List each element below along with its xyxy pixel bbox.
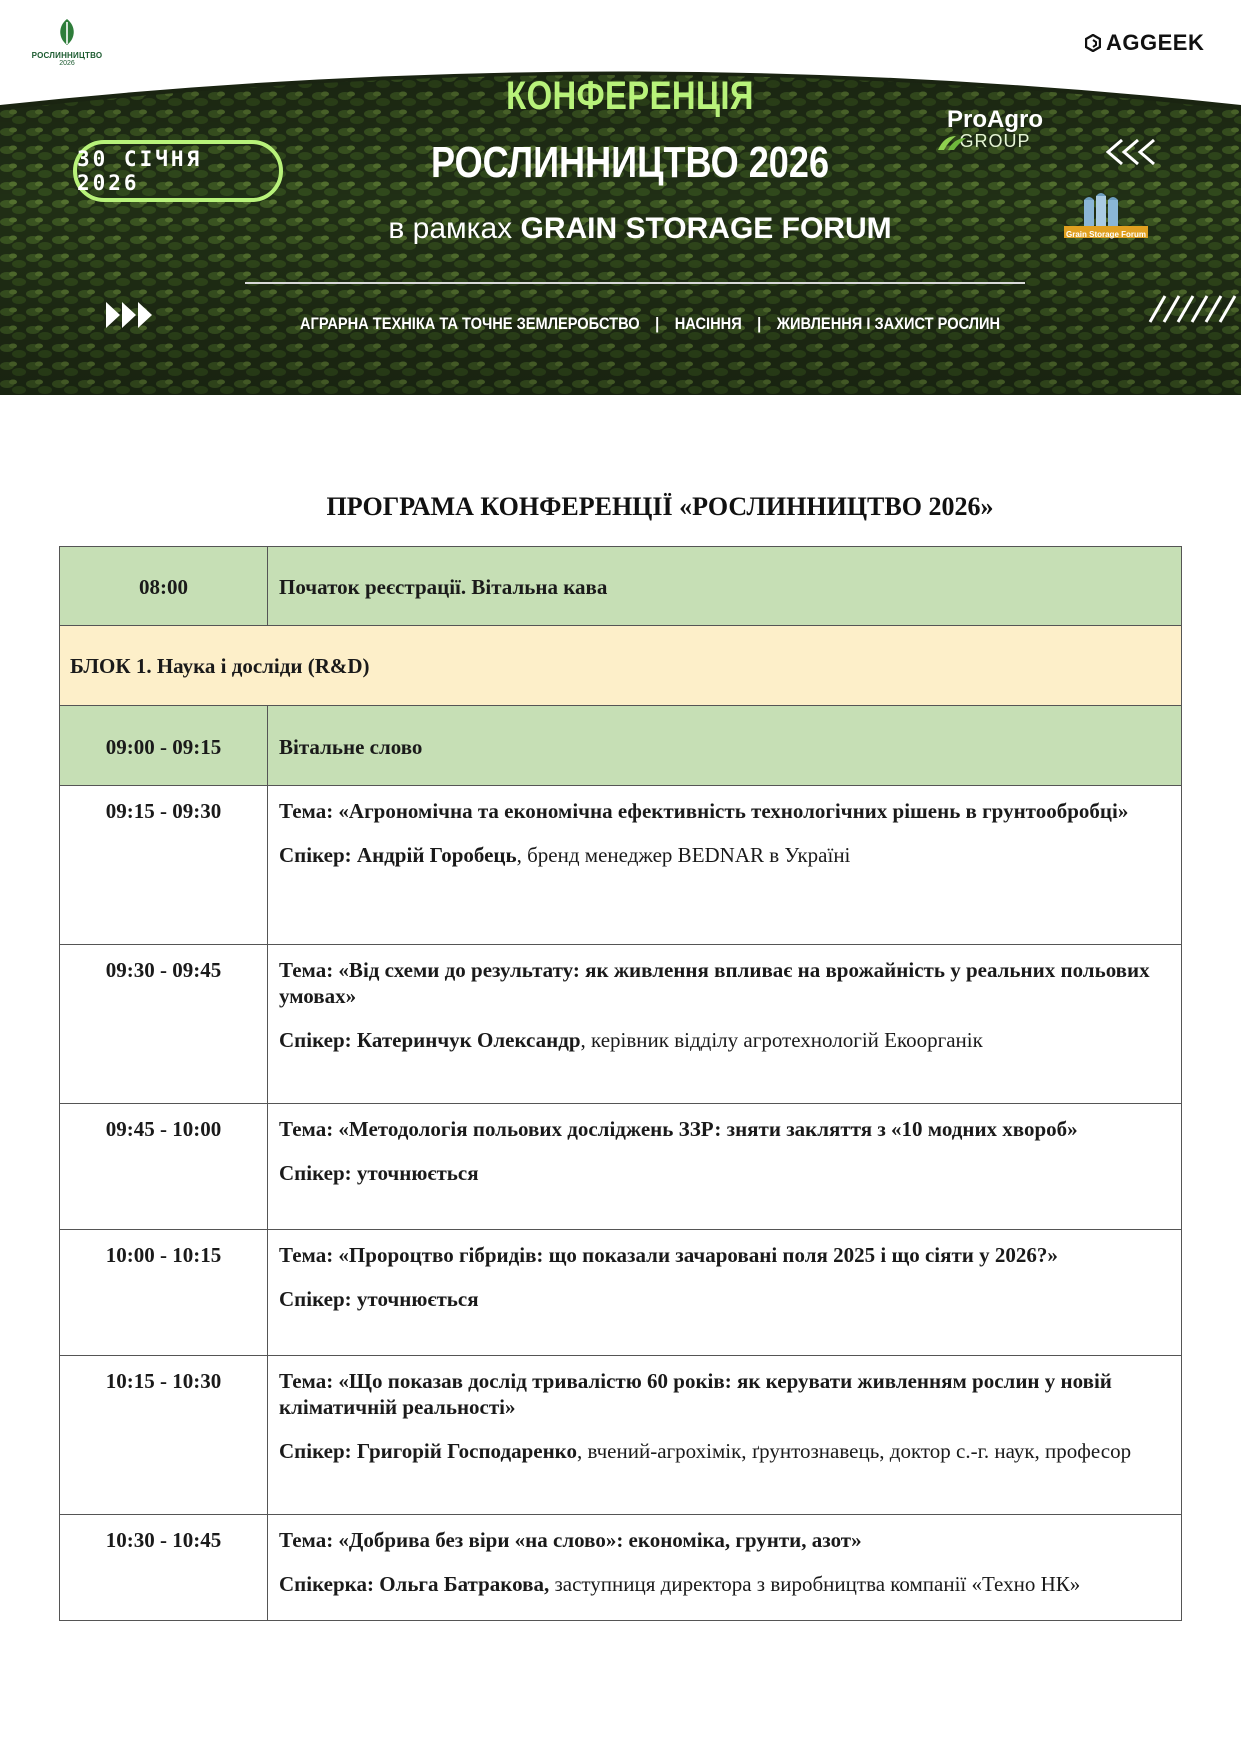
banner-divider (245, 282, 1025, 284)
speaker-role: , бренд менеджер BEDNAR в Україні (516, 843, 851, 867)
aggeek-text: AGGEEK (1106, 30, 1205, 55)
session-details (268, 786, 1182, 945)
proagro-name: ProAgro (947, 106, 1043, 133)
forum-line (340, 212, 940, 246)
session-time: 09:45 - 10:00 (60, 1104, 268, 1230)
topics-list (300, 314, 1001, 334)
session-details (268, 1230, 1182, 1356)
speaker-name: уточнюється (356, 1287, 479, 1311)
logo-year: 2026 (59, 60, 75, 67)
topic-nutrition: ЖИВЛЕННЯ І ЗАХИСТ РОСЛИН (776, 314, 1001, 333)
speaker-label: Спікер: (279, 1439, 352, 1463)
speaker-name: Андрій Горобець (356, 843, 517, 867)
speaker-line (279, 1286, 1169, 1312)
session-topic: Тема: «Від схеми до результату: як живлення впливає на врожайність у реальних польових умовах» (279, 958, 1150, 1008)
session-topic: Тема: «Що показав дослід тривалістю 60 років: як керувати живленням рослин у новій кліматичній реальності» (279, 1369, 1112, 1419)
session-time: 10:00 - 10:15 (60, 1230, 268, 1356)
speaker-line (279, 842, 1169, 868)
grain-storage-forum-logo (1050, 192, 1162, 252)
speaker-name: Ольга Батракова, (379, 1572, 550, 1596)
speaker-line (279, 1160, 1169, 1186)
speaker-label: Спікер: (279, 1028, 352, 1052)
session-details (268, 1356, 1182, 1515)
leaf-logo-icon (54, 18, 80, 46)
speaker-name: уточнюється (356, 1161, 479, 1185)
session-details (268, 945, 1182, 1104)
speaker-role: заступниця директора з виробництва компанії «Техно НК» (549, 1572, 1081, 1596)
session-time: 09:00 - 09:15 (60, 706, 268, 786)
session-details (268, 1104, 1182, 1230)
speaker-role: , керівник відділу агротехнологій Екоорганік (580, 1028, 983, 1052)
session-time: 10:15 - 10:30 (60, 1356, 268, 1515)
session-title: Початок реєстрації. Вітальна кава (268, 547, 1182, 626)
table-row (60, 945, 1182, 1104)
speaker-label: Спікер: (279, 843, 352, 867)
proagro-leaves-icon (936, 134, 976, 152)
block-title: БЛОК 1. Наука і досліди (R&D) (60, 626, 1182, 706)
table-row (60, 547, 1182, 626)
rosylnytstvo-logo (22, 18, 112, 76)
table-row (60, 706, 1182, 786)
session-time: 10:30 - 10:45 (60, 1515, 268, 1621)
topic-machinery: АГРАРНА ТЕХНІКА ТА ТОЧНЕ ЗЕМЛЕРОБСТВО (300, 314, 640, 333)
speaker-role: , вчений-агрохімік, ґрунтознавець, доктор с.-г. наук, професор (577, 1439, 1132, 1463)
conference-banner (0, 0, 1241, 395)
aggeek-hex-icon (1085, 34, 1101, 52)
forum-prefix: в рамках (388, 212, 513, 245)
session-time: 08:00 (60, 547, 268, 626)
proagro-group: GROUP (959, 131, 1031, 151)
topic-separator: | (757, 314, 762, 333)
session-topic: Тема: «Агрономічна та економічна ефективність технологічних рішень в грунтообробці» (279, 799, 1129, 823)
table-row (60, 786, 1182, 945)
speaker-name: Катеринчук Олександр (356, 1028, 581, 1052)
event-date: 30 СІЧНЯ 2026 (77, 147, 203, 195)
event-date-badge (73, 140, 283, 202)
table-row (60, 1230, 1182, 1356)
table-row (60, 1356, 1182, 1515)
topic-separator: | (655, 314, 660, 333)
session-time: 09:30 - 09:45 (60, 945, 268, 1104)
session-topic: Тема: «Методологія польових досліджень ЗЗР: зняти закляття з «10 модних хвороб» (279, 1117, 1078, 1141)
program-title: ПРОГРАМА КОНФЕРЕНЦІЇ «РОСЛИННИЦТВО 2026» (326, 492, 994, 521)
aggeek-logo (1085, 30, 1204, 56)
table-row (60, 1104, 1182, 1230)
logo-name: РОСЛИННИЦТВО (31, 51, 103, 60)
speaker-line (279, 1438, 1169, 1464)
schedule-table (59, 546, 1182, 1621)
table-row (60, 1515, 1182, 1621)
speaker-label: Спікер: (279, 1161, 352, 1185)
speaker-name: Григорій Господаренко (356, 1439, 577, 1463)
block-header-row (60, 626, 1182, 706)
session-topic: Тема: «Пророцтво гібридів: що показали зачаровані поля 2025 і що сіяти у 2026?» (279, 1243, 1058, 1267)
topic-seeds: НАСІННЯ (674, 314, 742, 333)
session-time: 09:15 - 09:30 (60, 786, 268, 945)
speaker-label: Спікерка: (279, 1572, 374, 1596)
speaker-line (279, 1571, 1169, 1597)
session-title: Вітальне слово (268, 706, 1182, 786)
session-details (268, 1515, 1182, 1621)
conference-title: КОНФЕРЕНЦІЯ (506, 74, 754, 118)
speaker-label: Спікер: (279, 1287, 352, 1311)
speaker-line (279, 1027, 1169, 1053)
gsf-label: Grain Storage Forum (1065, 230, 1146, 239)
session-topic: Тема: «Добрива без віри «на слово»: економіка, грунти, азот» (279, 1528, 862, 1552)
forum-name: GRAIN STORAGE FORUM (520, 212, 892, 245)
conference-name: РОСЛИННИЦТВО 2026 (430, 138, 830, 187)
